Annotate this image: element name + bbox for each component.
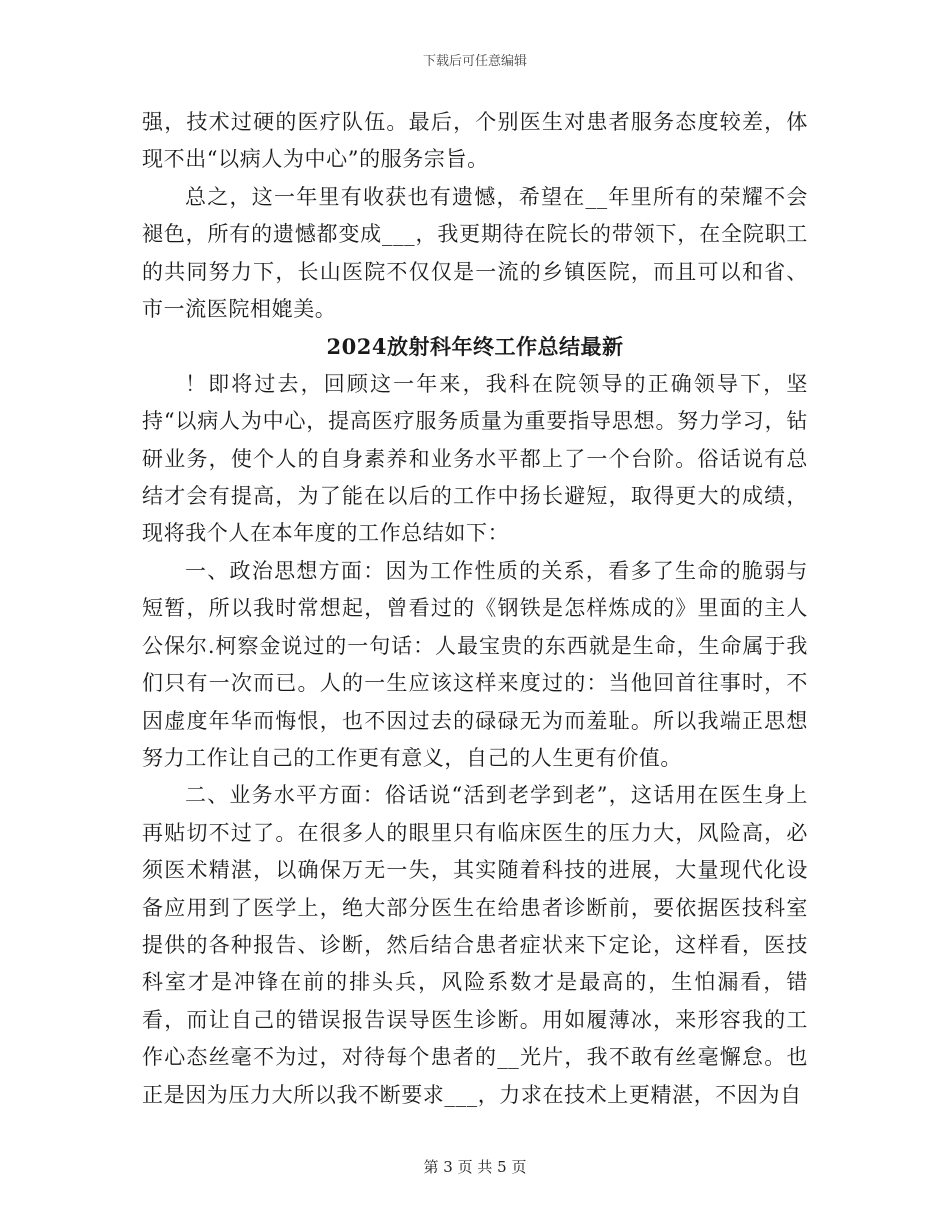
header-note: 下载后可任意编辑 (422, 54, 527, 69)
page-number: 第 3 页 共 5 页 (423, 1158, 527, 1176)
section-title: 2024放射科年终工作总结最新 (326, 334, 624, 360)
paragraph-conclusion: 总之，这一年里有收获也有遗憾，希望在__年里所有的荣耀不会褪色，所有的遗憾都变成___，我更期待在院长的带领下，在全院职工的共同努力下，长山医院不仅仅是一流的乡镇医院，而且可以和省、市一流医院相媲美。 (142, 184, 808, 322)
document-body (142, 104, 808, 1114)
paragraph-professional: 二、业务水平方面：俗话说“活到老学到老”，这话用在医生身上再贴切不过了。在很多人的眼里只有临床医生的压力大，风险高，必须医术精湛，以确保万无一失，其实随着科技的进展，大量现代化设备应用到了医学上，绝大部分医生在给患者诊断前，要依据医技科室提供的各种报告、诊断，然后结合患者症状来下定论，这样看，医技科室才是冲锋在前的排头兵，风险系数才是最高的，生怕漏看，错看，而让自己的错误报告误导医生诊断。用如履薄冰，来形容我的工作心态丝毫不为过，对待每个患者的__光片，我不敢有丝毫懈怠。也正是因为压力大所以我不断要求___，力求在技术上更精湛，不因为自 (142, 783, 808, 1107)
paragraph-continuation: 强，技术过硬的医疗队伍。最后，个别医生对患者服务态度较差，体现不出“以病人为中心”的服务宗旨。 (142, 110, 808, 172)
paragraph-intro: ！即将过去，回顾这一年来，我科在院领导的正确领导下，坚持“以病人为中心，提高医疗服务质量为重要指导思想。努力学习，钻研业务，使个人的自身素养和业务水平都上了一个台阶。俗话说有总结才会有提高，为了能在以后的工作中扬长避短，取得更大的成绩，现将我个人在本年度的工作总结如下： (142, 371, 808, 546)
paragraph-political: 一、政治思想方面：因为工作性质的关系，看多了生命的脆弱与短暂，所以我时常想起，曾看过的《钢铁是怎样炼成的》里面的主人公保尔.柯察金说过的一句话：人最宝贵的东西就是生命，生命属于我们只有一次而已。人的一生应该这样来度过的：当他回首往事时，不因虚度年华而悔恨，也不因过去的碌碌无为而羞耻。所以我端正思想努力工作让自己的工作更有意义，自己的人生更有价值。 (142, 558, 808, 770)
